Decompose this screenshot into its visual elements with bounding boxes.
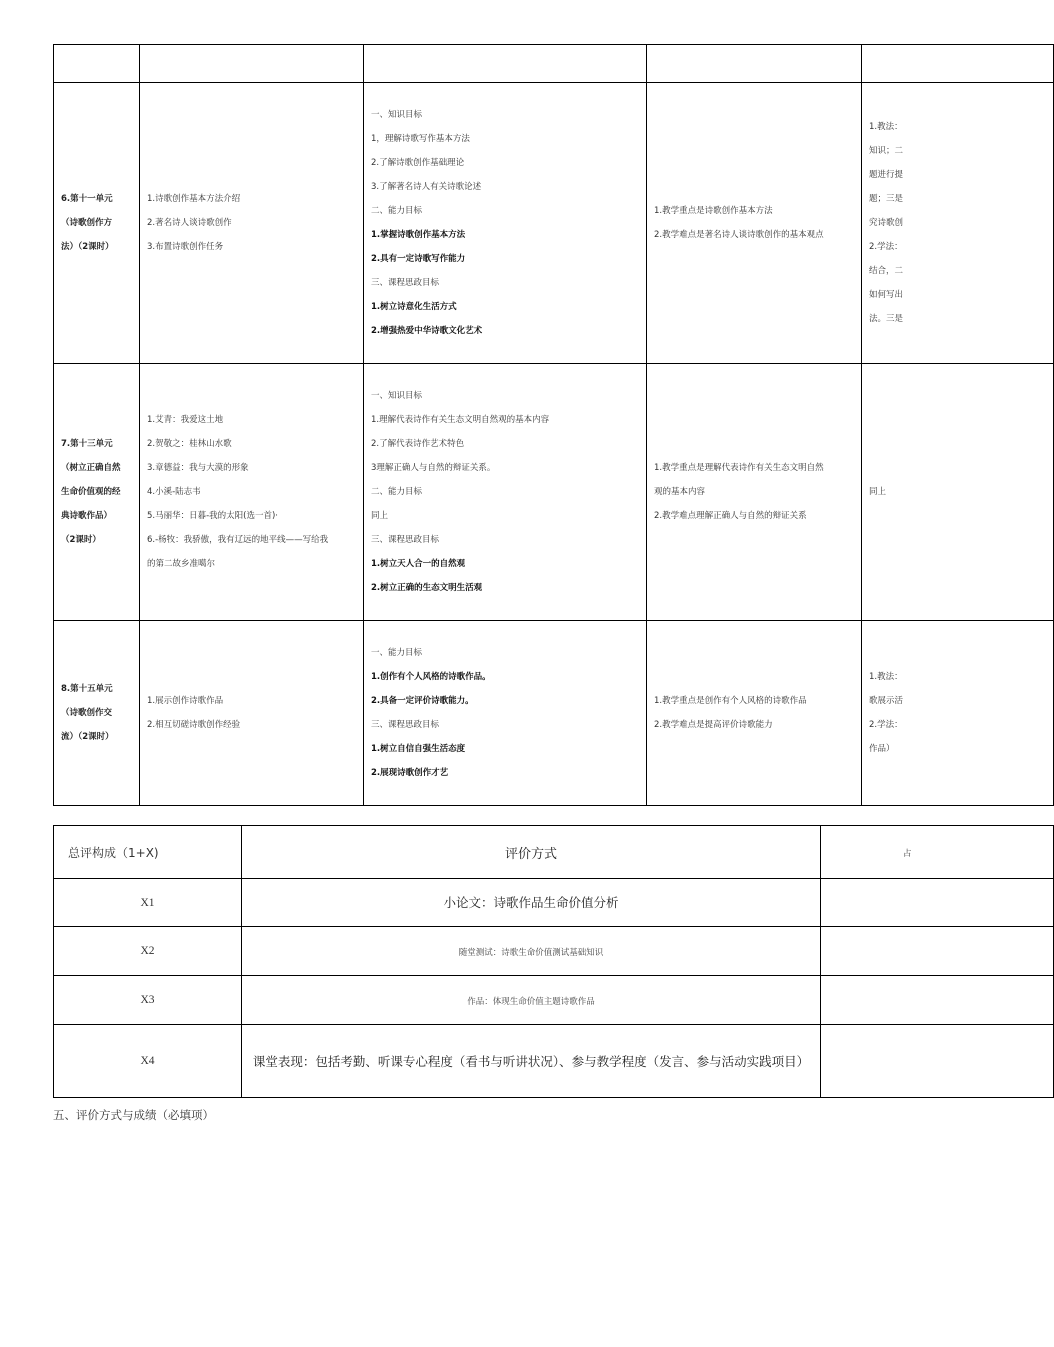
header-composition: 总评构成（1+X) [54,826,242,879]
methods-line: 2.学法： [869,242,903,252]
key-points-cell [647,621,862,806]
key-points-line: 2.教学难点是著名诗人谈诗歌创作的基本观点 [654,230,824,240]
methods-line: 1.教法： [869,672,903,682]
assessment-weight [821,1025,1054,1098]
key-points-cell [647,45,862,83]
goals-line: 2.具有一定诗歌写作能力 [371,254,466,264]
key-points-cell [647,83,862,364]
assessment-id: X3 [54,976,242,1025]
document-page-clip [53,44,912,1104]
goals-line: 3理解正确人与自然的辩证关系。 [371,463,496,473]
goals-line: 一、知识目标 [371,110,423,120]
unit-line: 8.第十五单元 [61,684,113,694]
methods-cell [862,45,1054,83]
content-line: 6.-杨牧：我骄傲，我有辽远的地平线——写给我 [147,535,329,545]
goals-line: 2.增强热爱中华诗歌文化艺术 [371,326,483,336]
key-points-line: 2.教学难点是提高评价诗歌能力 [654,720,773,730]
unit-line: （诗歌创作方 [61,218,113,228]
key-points-cell [647,364,862,621]
assessment-header-row [54,826,1054,879]
goals-line: 3.了解著名诗人有关诗歌论述 [371,182,482,192]
unit-line: 典诗歌作品） [61,511,113,521]
assessment-row [54,976,1054,1025]
assessment-weight [821,927,1054,976]
unit-cell [54,364,140,621]
content-cell [140,621,364,806]
content-line: 的第二故乡准噶尔 [147,559,216,569]
content-line: 2.著名诗人谈诗歌创作 [147,218,232,228]
key-points-line: 2.教学难点理解正确人与自然的辩证关系 [654,511,807,521]
methods-line: 同上 [869,487,887,497]
goals-line: 同上 [371,511,389,521]
goals-line: 三、课程思政目标 [371,278,440,288]
unit-line: 流）（2课时） [61,732,114,742]
content-line: 1.展示创作诗歌作品 [147,696,224,706]
methods-line: 知识；二 [869,146,904,156]
methods-line: 究诗歌创 [869,218,904,228]
goals-line: 一、能力目标 [371,648,423,658]
goals-line: 1.掌握诗歌创作基本方法 [371,230,466,240]
plan-row [54,621,1054,806]
goals-line: 1，理解诗歌写作基本方法 [371,134,470,144]
methods-line: 题；三是 [869,194,904,204]
goals-cell [364,621,647,806]
goals-line: 三、课程思政目标 [371,720,440,730]
plan-row [54,45,1054,83]
unit-line: 法）（2课时） [61,242,114,252]
goals-line: 2.了解诗歌创作基础理论 [371,158,465,168]
content-cell [140,83,364,364]
goals-cell [364,83,647,364]
methods-line: 歌展示活 [869,696,904,706]
content-line: 2.贺敬之：桂林山水歌 [147,439,232,449]
unit-line: 7.第十三单元 [61,439,113,449]
methods-cell [862,364,1054,621]
content-cell [140,45,364,83]
goals-line: 2.树立正确的生态文明生活观 [371,583,483,593]
assessment-method: 作品：体现生命价值主题诗歌作品 [242,976,821,1025]
methods-cell [862,83,1054,364]
assessment-weight [821,879,1054,927]
content-line: 1.艾青：我爱这土地 [147,415,224,425]
header-weight: 占 [821,826,1054,879]
unit-line: （2课时） [61,535,101,545]
goals-line: 二、能力目标 [371,487,423,497]
content-cell [140,364,364,621]
assessment-row [54,927,1054,976]
assessment-row [54,1025,1054,1098]
unit-line: 生命价值观的经 [61,487,121,497]
assessment-id: X4 [54,1025,242,1098]
assessment-table [53,825,1054,1098]
methods-line: 1.教法： [869,122,903,132]
content-line: 3.章德益：我与大漠的形象 [147,463,249,473]
key-points-line: 观的基本内容 [654,487,706,497]
plan-row [54,83,1054,364]
section-heading: 五、评价方式与成绩（必填项） [53,1108,214,1122]
methods-line: 2.学法： [869,720,903,730]
content-line: 1.诗歌创作基本方法介绍 [147,194,241,204]
assessment-method: 随堂测试：诗歌生命价值测试基础知识 [242,927,821,976]
unit-cell [54,45,140,83]
content-line: 2.相互切磋诗歌创作经验 [147,720,241,730]
content-line: 4.小溪-陆志韦 [147,487,201,497]
key-points-line: 1.教学重点是诗歌创作基本方法 [654,206,773,216]
goals-line: 一、知识目标 [371,391,423,401]
methods-line: 如何写出 [869,290,904,300]
assessment-method: 小论文：诗歌作品生命价值分析 [242,879,821,927]
content-line: 3.布置诗歌创作任务 [147,242,224,252]
goals-line: 1.创作有个人风格的诗歌作品。 [371,672,491,682]
goals-cell [364,364,647,621]
goals-line: 2.具备一定评价诗歌能力。 [371,696,474,706]
methods-line: 题进行提 [869,170,904,180]
assessment-row [54,879,1054,927]
key-points-line: 1.教学重点是理解代表诗作有关生态文明自然 [654,463,824,473]
unit-line: （诗歌创作交 [61,708,113,718]
goals-line: 三、课程思政目标 [371,535,440,545]
goals-line: 二、能力目标 [371,206,423,216]
teaching-plan-table [53,44,1054,806]
key-points-line: 1.教学重点是创作有个人风格的诗歌作品 [654,696,807,706]
assessment-id: X1 [54,879,242,927]
unit-cell [54,621,140,806]
goals-line: 1.树立自信自强生活态度 [371,744,466,754]
assessment-id: X2 [54,927,242,976]
methods-line: 法。三是 [869,314,904,324]
goals-line: 2.了解代表诗作艺术特色 [371,439,465,449]
assessment-weight [821,976,1054,1025]
assessment-method: 课堂表现：包括考勤、听课专心程度（看书与听讲状况）、参与教学程度（发言、参与活动实践项目） [242,1025,821,1098]
goals-line: 1.树立诗意化生活方式 [371,302,457,312]
goals-line: 2.展现诗歌创作才艺 [371,768,449,778]
methods-cell [862,621,1054,806]
methods-line: 结合，二 [869,266,904,276]
content-line: 5.马丽华：日暮-我的太阳(选一首)· [147,511,279,521]
unit-line: （树立正确自然 [61,463,121,473]
unit-line: 6.第十一单元 [61,194,113,204]
goals-line: 1.树立天人合一的自然观 [371,559,466,569]
goals-line: 1.理解代表诗作有关生态文明自然观的基本内容 [371,415,550,425]
header-method: 评价方式 [242,826,821,879]
plan-row [54,364,1054,621]
goals-cell [364,45,647,83]
unit-cell [54,83,140,364]
methods-line: 作品） [869,744,895,754]
